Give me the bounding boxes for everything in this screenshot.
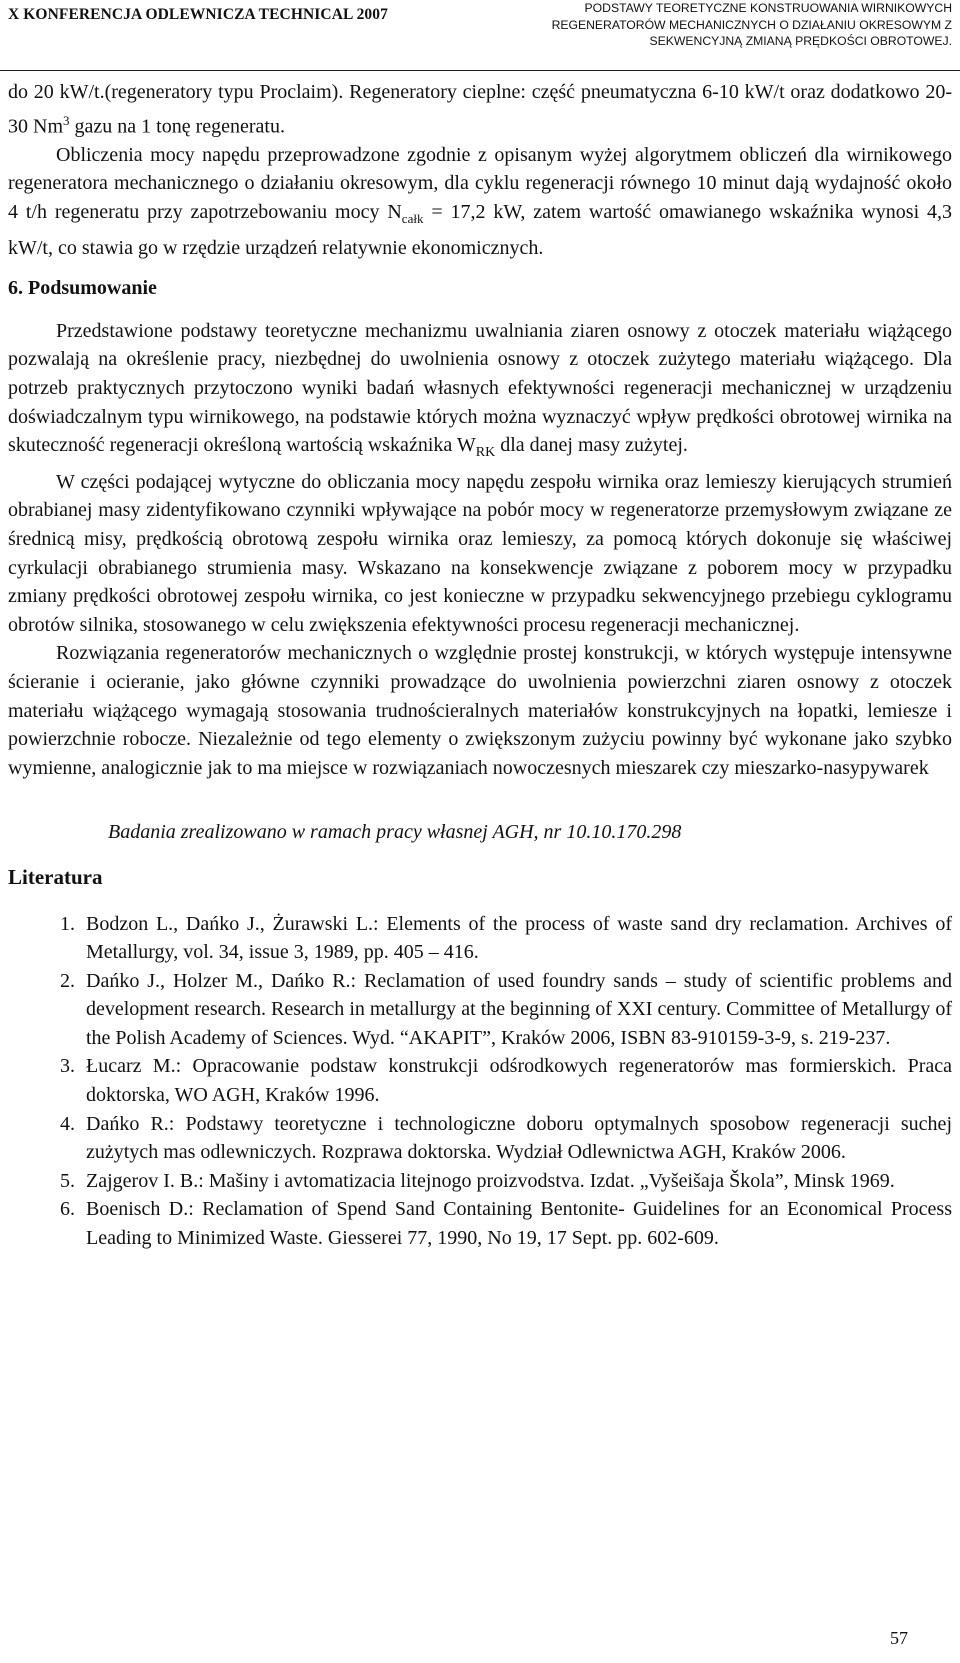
- paragraph-power-values: [8, 78, 952, 141]
- paragraph-summary-3: Rozwiązania regeneratorów mechanicznych o względnie prostej konstrukcji, w których występuje intensywne ścieranie i ocieranie, jako główne czynniki prowadzące do uwolnienia powierzchni ziaren osnowy z otoczek materiału wiążącego wymagają stosowania trudnościeralnych materiałów konstrukcyjnych na łopatki, lemiesze i powierzchnie robocze. Niezależnie od tego elementy o zwiększonym zużyciu powinny być wykonane jako szybko wymienne, analogicznie jak to ma miejsce w rozwiązaniach nowoczesnych mieszarek czy mieszarko-nasypywarek: [8, 642, 952, 779]
- reference-list: [8, 910, 952, 1253]
- superscript: 3: [63, 112, 70, 128]
- running-title: PODSTAWY TEORETYCZNE KONSTRUOWANIA WIRNIKOWYCH REGENERATORÓW MECHANICZNYCH O DZIAŁANIU OKRESOWYM Z SEKWENCYJNĄ ZMIANĄ PRĘDKOŚCI OBROTOWEJ.: [551, 1, 952, 49]
- reference-item: 6. Boenisch D.: Reclamation of Spend Sand Containing Bentonite- Guidelines for an Economical Process Leading to Minimized Waste. Giesserei 77, 1990, No 19, 17 Sept. pp. 602-609.: [80, 1195, 952, 1252]
- subscript: RK: [475, 445, 496, 461]
- conference-title: X KONFERENCJA ODLEWNICZA TECHNICAL 2007: [8, 6, 388, 23]
- reference-item: 2. Dańko J., Holzer M., Dańko R.: Reclamation of used foundry sands – study of scientific problems and development research. Research in metallurgy at the beginning of XXI century. Committee of Metallurgy of the Polish Academy of Sciences. Wyd. “AKAPIT”, Kraków 2006, ISBN 83-910159-3-9, s. 219-237.: [80, 967, 952, 1053]
- page-number: 57: [890, 1628, 908, 1648]
- text-run: Obliczenia mocy napędu przeprowadzone zgodnie z opisanym wyżej algorytmem obliczeń dla wirnikowego regeneratora mechanicznego o działaniu okresowym, dla cyklu regeneracji równego 10 minut dają wydajność około 4 t/h regeneratu przy zapotrzebowaniu mocy N: [8, 143, 952, 224]
- paragraph-power-calculation: [8, 141, 952, 262]
- section-heading: 6. Podsumowanie: [8, 277, 157, 300]
- reference-item: 5. Zajgerov I. B.: Mašiny i avtomatizacia litejnogo proizvodstva. Izdat. „Vyšeišaja Škola”, Minsk 1969.: [80, 1167, 952, 1196]
- text-run: do 20 kW/t.(regeneratory typu Proclaim). Regeneratory cieplne: część pneumatyczna 6-10 kW/t oraz dodatkowo 20-30 Nm: [8, 81, 952, 138]
- reference-item: 3. Łucarz M.: Opracowanie podstaw konstrukcji odśrodkowych regeneratorów mas formierskich. Praca doktorska, WO AGH, Kraków 1996.: [80, 1052, 952, 1109]
- page-body: [8, 78, 952, 1253]
- paragraph-summary-2: W części podającej wytyczne do obliczania mocy napędu zespołu wirnika oraz lemieszy kierujących strumień obrabianej masy zidentyfikowano czynniki wpływające na pobór mocy w regeneratorze przemysłowym związane ze średnicą misy, prędkością obrotową zespołu wirnika oraz lemieszy, za pomocą których dokonuje się właściwej cyrkulacji obrabianego strumienia masy. Wskazano na konsekwencje związane z poborem mocy w przypadku zmiany prędkości obrotowej zespołu wirnika, co jest konieczne w przypadku sekwencyjnego przebiegu cyklogramu obrotów silnika, stosowanego w celu zwiększenia efektywności procesu regeneracji mechanicznej.: [8, 470, 952, 636]
- subscript: całk: [401, 211, 424, 227]
- reference-item: 4. Dańko R.: Podstawy teoretyczne i technologiczne doboru optymalnych sposobow regeneracji suchej zużytych mas odlewniczych. Rozprawa doktorska. Wydział Odlewnictwa AGH, Kraków 2006.: [80, 1110, 952, 1167]
- text-run: = 17,2 kW, zatem wartość omawianego wskaźnika wynosi 4,3 kW/t, co stawia go w rzędzie urządzeń relatywnie ekonomicznych.: [8, 201, 953, 259]
- paragraph-summary-1: [8, 317, 952, 468]
- text-run: dla danej masy zużytej.: [495, 434, 688, 457]
- text-run: gazu na 1 tonę regeneratu.: [69, 115, 285, 138]
- text-run: Przedstawione podstawy teoretyczne mechanizmu uwalniania ziaren osnowy z otoczek materiału wiążącego pozwalają na określenie pracy, niezbędnej do uwolnienia osnowy z otoczek zużytego materiału wiążącego. Dla potrzeb praktycznych przytoczono wyniki badań własnych efektywności regeneracji mechanicznej w urządzeniu doświadczalnym typu wirnikowego, na podstawie których można wyznaczyć wpływ prędkości obrotowej wirnika na skuteczność regeneracji określoną wartością wskaźnika W: [8, 319, 952, 457]
- acknowledgement: Badania zrealizowano w ramach pracy własnej AGH, nr 10.10.170.298: [108, 821, 682, 844]
- reference-item: 1. Bodzon L., Dańko J., Żurawski L.: Elements of the process of waste sand dry reclamation. Archives of Metallurgy, vol. 34, issue 3, 1989, pp. 405 – 416.: [80, 910, 952, 967]
- literature-heading: Literatura: [8, 864, 103, 889]
- page-header: [0, 0, 960, 71]
